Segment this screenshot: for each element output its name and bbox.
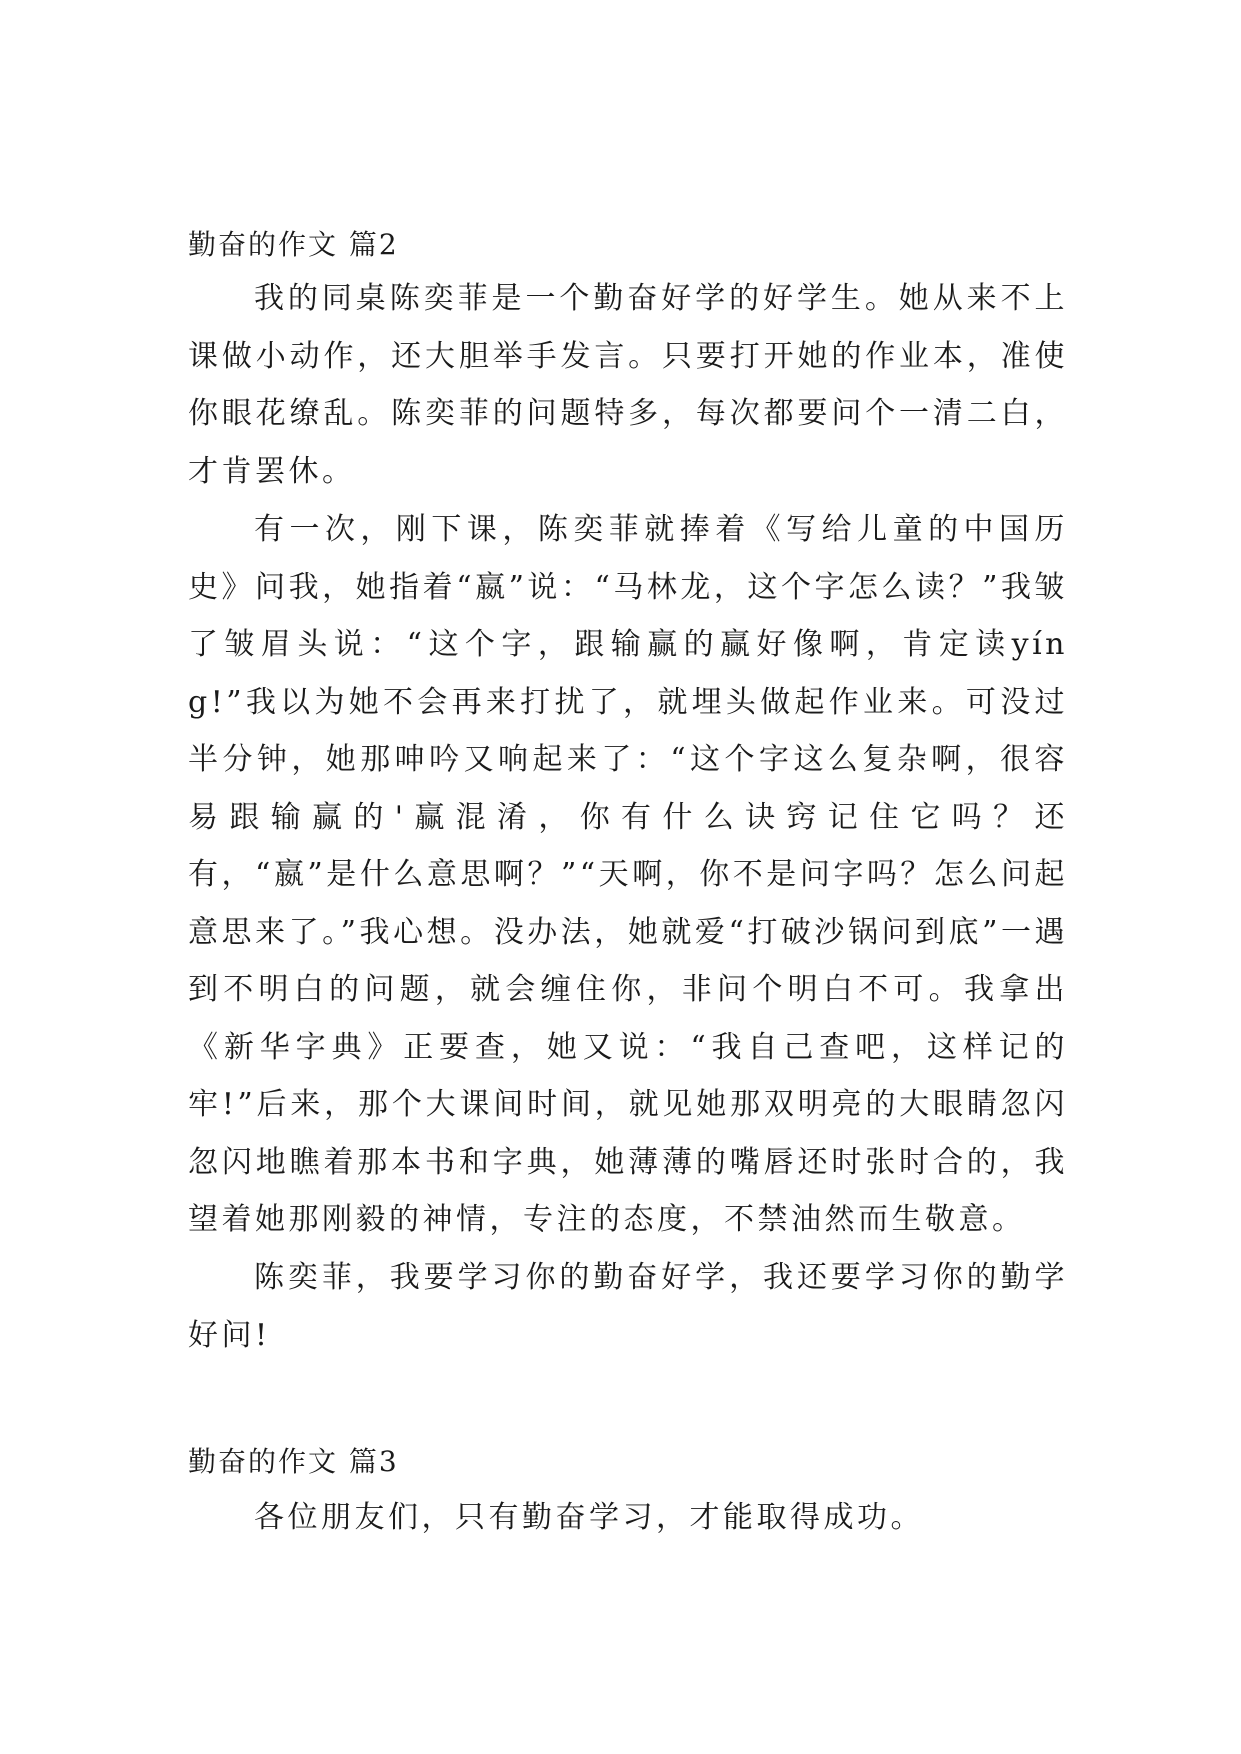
paragraph: 我的同桌陈奕菲是一个勤奋好学的好学生。她从来不上课做小动作，还大胆举手发言。只要打开她的作业本，准使你眼花缭乱。陈奕菲的问题特多，每次都要问个一清二白，才肯罢休。 bbox=[188, 281, 1068, 489]
paragraph: 有一次，刚下课，陈奕菲就捧着《写给儿童的中国历史》问我，她指着“嬴”说：“马林龙，这个字怎么读？”我皱了皱眉头说：“这个字，跟输赢的赢好像啊，肯定读yíng!”我以为她不会再来打扰了，就埋头做起作业来。可没过半分钟，她那呻吟又响起来了：“这个字这么复杂啊，很容易跟输赢的'赢混淆，你有什么诀窍记住它吗？还有，“嬴”是什么意思啊？”“天啊，你不是问字吗？怎么问起意思来了。”我心想。没办法，她就爱“打破沙锅问到底”一遇到不明白的问题，就会缠住你，非问个明白不可。我拿出《新华字典》正要查，她又说：“我自己查吧，这样记的牢!”后来，那个大课间时间，就见她那双明亮的大眼睛忽闪忽闪地瞧着那本书和字典，她薄薄的嘴唇还时张时合的，我望着她那刚毅的神情，专注的态度，不禁油然而生敬意。 bbox=[188, 512, 1068, 1237]
section-heading: 勤奋的作文 篇3 bbox=[188, 1445, 399, 1478]
paragraph: 各位朋友们，只有勤奋学习，才能取得成功。 bbox=[254, 1500, 924, 1535]
paragraph: 陈奕菲，我要学习你的勤奋好学，我还要学习你的勤学好问! bbox=[188, 1260, 1068, 1353]
section-heading: 勤奋的作文 篇2 bbox=[188, 228, 399, 261]
